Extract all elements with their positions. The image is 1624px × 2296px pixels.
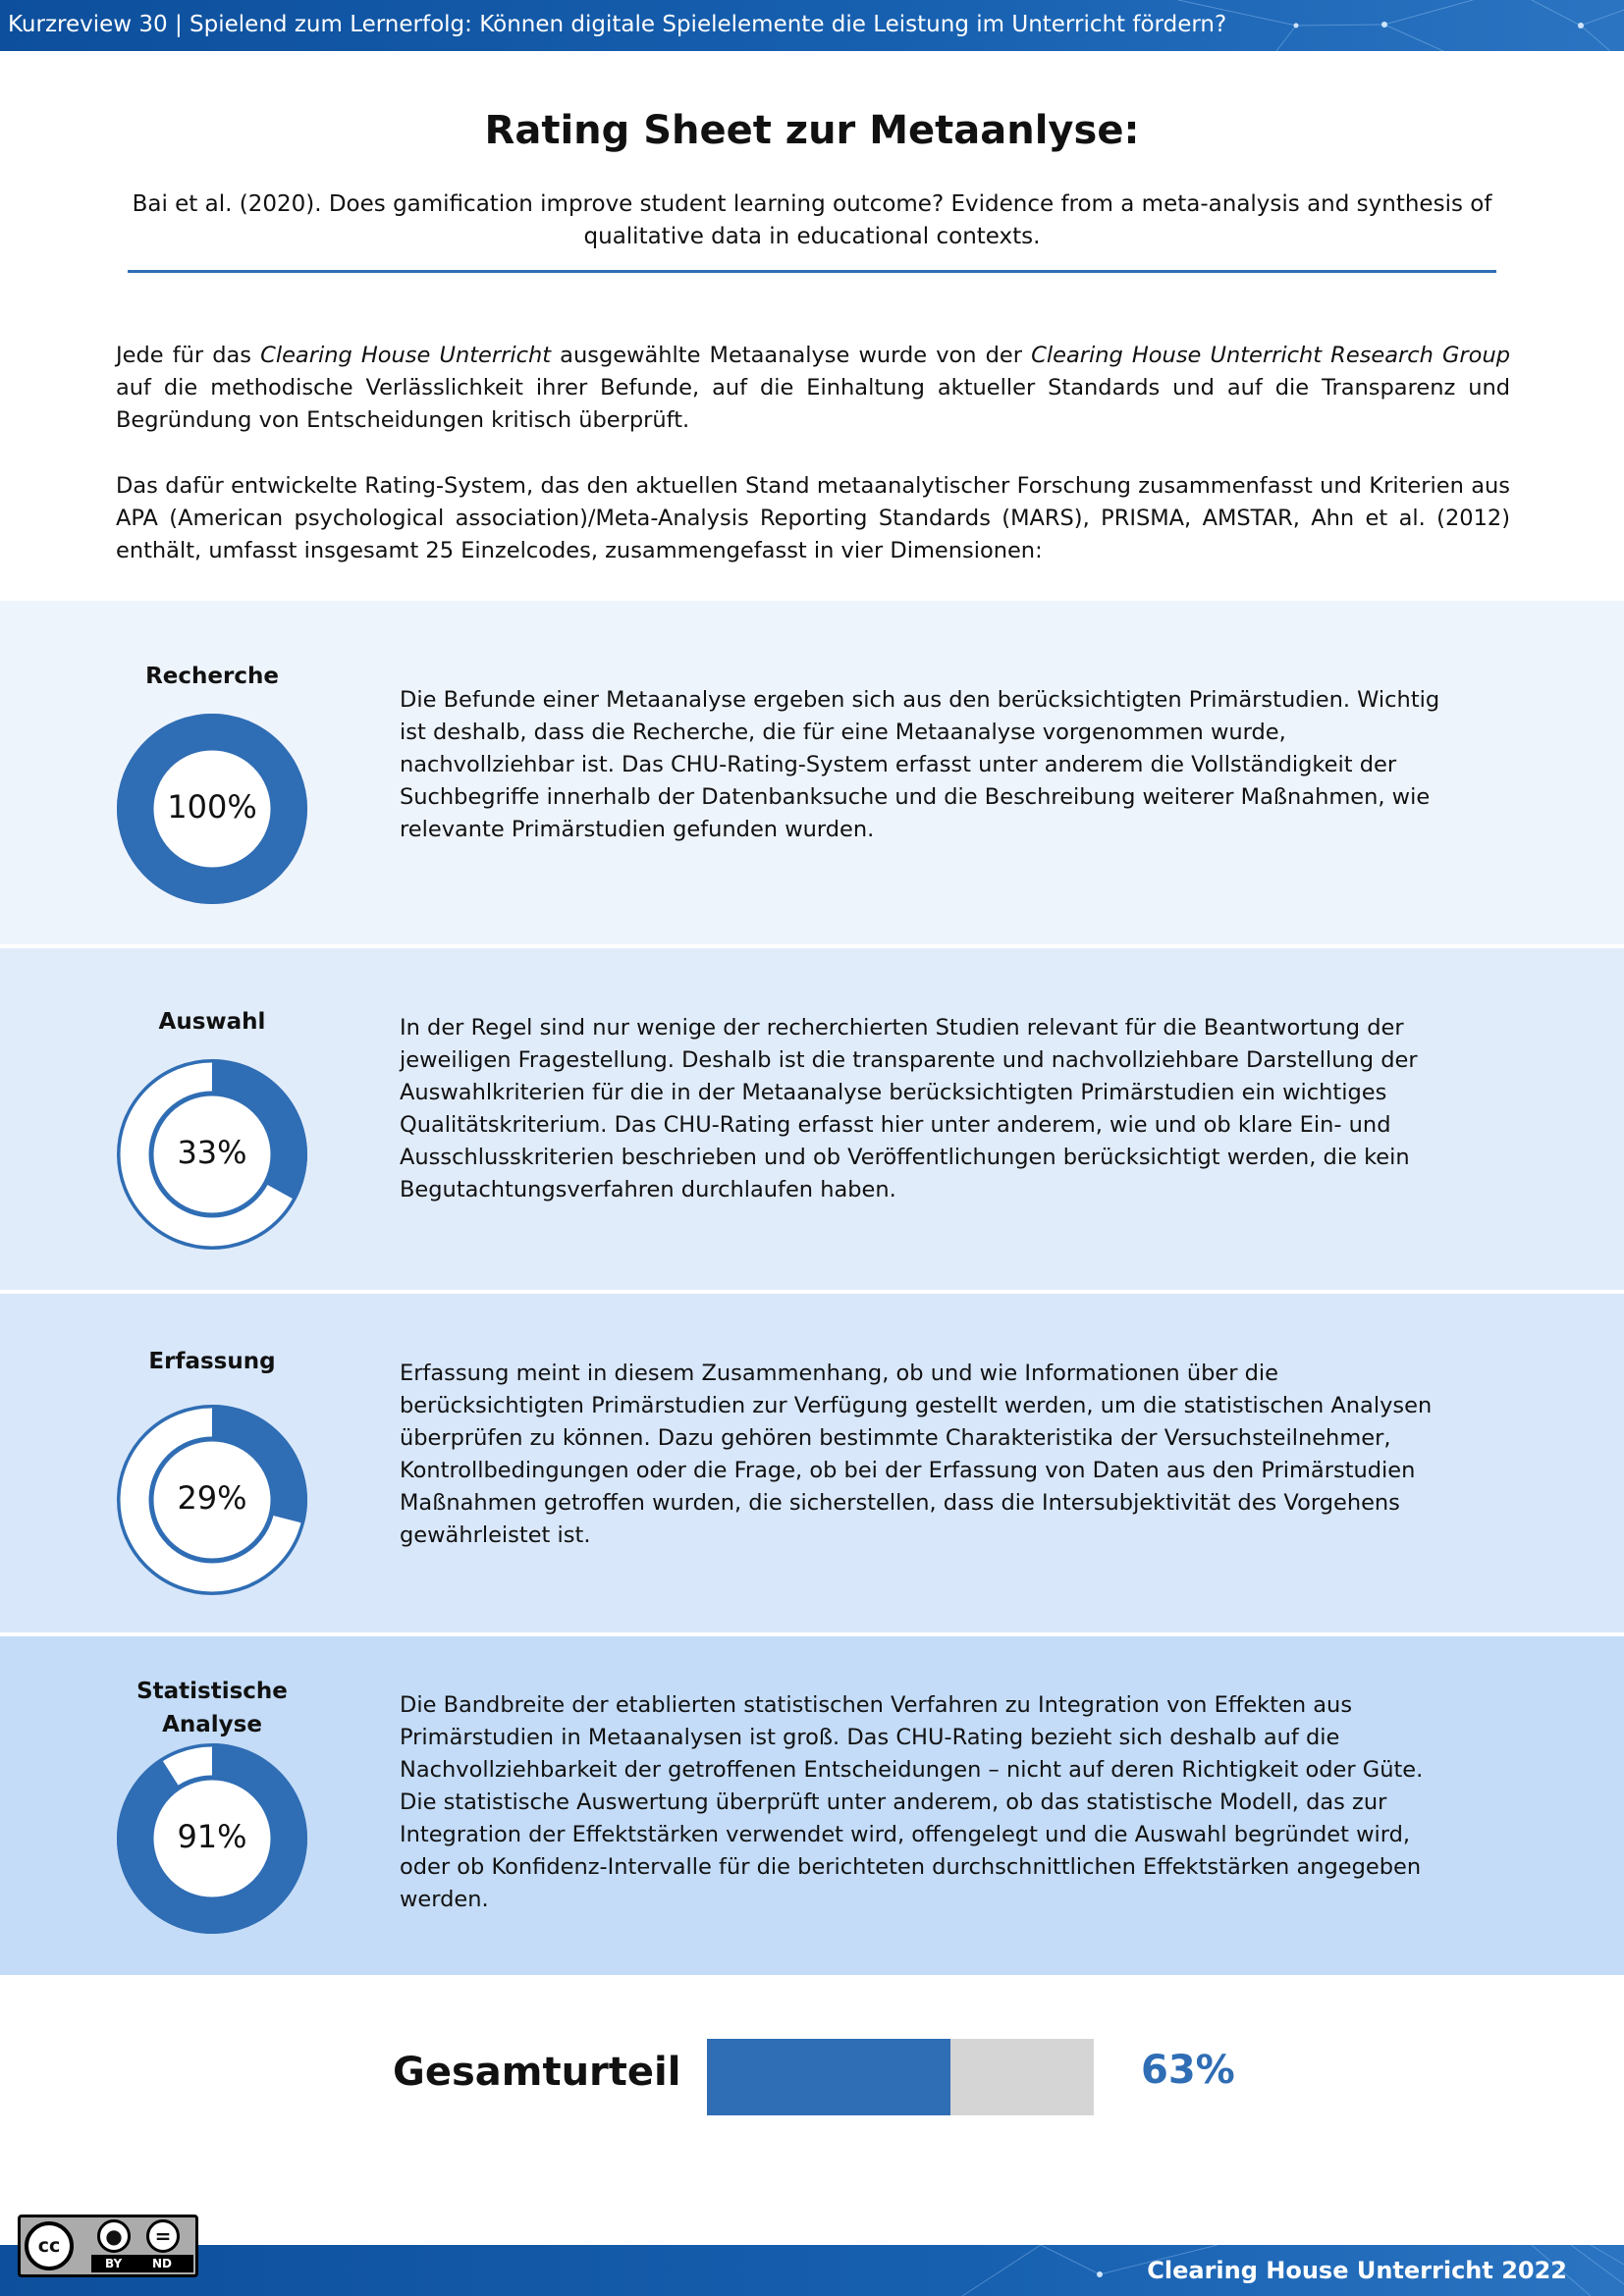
donut-percent-label: 91% — [177, 1818, 247, 1855]
header-title: Kurzreview 30 | Spielend zum Lernerfolg: Können digitale Spielelemente die Leistung im Unterricht fördern? — [8, 12, 1227, 37]
overall-label: Gesamturteil — [393, 2050, 681, 2095]
overall-progress-fill — [707, 2039, 950, 2115]
intro-text: auf die methodische Verlässlichkeit ihrer Befunde, auf die Einhaltung aktueller Standards und auf die Transparenz und Begründung von Entscheidungen kritisch überprüft. — [116, 375, 1510, 433]
footer-text: Clearing House Unterricht 2022 — [1147, 2257, 1567, 2284]
attribution-person-icon: ● — [97, 2219, 131, 2253]
donut-percent-label: 33% — [177, 1134, 247, 1171]
dimension-description: Erfassung meint in diesem Zusammenhang, ob und wie Informationen über die berücksichtigten Primärstudien zur Verfügung gestellt werden, um die statistischen Analysen überprüfen zu können. Dazu gehören bestimmte Charakteristika der Versuchsteilnehmer, Kontrollbedingungen oder die Frage, ob bei der Erfassung von Daten aus den Primärstudien Maßnahmen getroffen wurden, die sicherstellen, dass die Intersubjektivität des Vorgehens gewährleistet ist. — [400, 1361, 1433, 1548]
dimension-description: In der Regel sind nur wenige der recherchierten Studien relevant für die Beantwortung der jeweiligen Fragestellung. Deshalb ist die transparente und nachvollziehbare Darstellung der Auswahlkriterien für die in der Metaanalyse berücksichtigten Primärstudien ein wichtiges Qualitätskriterium. Das CHU-Rating erfasst hier unter anderem, wie und ob klare Ein- und Ausschlusskriterien beschrieben und ob Veröffentlichungen berücksichtigt werden, die kein Begutachtungsverfahren durchlaufen haben. — [400, 1015, 1418, 1202]
citation: Bai et al. (2020). Does gamification improve student learning outcome? Evidence from a meta-analysis and synthesis of qualitative data in educational contexts. — [132, 191, 1492, 249]
license-by-label: BY — [105, 2257, 123, 2270]
cc-license-badge[interactable] — [18, 2215, 198, 2277]
dimension-label: Recherche — [145, 664, 279, 689]
intro-text: Jede für das — [116, 343, 261, 368]
page-title: Rating Sheet zur Metaanlyse: — [484, 108, 1140, 153]
dimension-label: Auswahl — [158, 1009, 266, 1035]
overall-percent: 63% — [1141, 2048, 1235, 2093]
no-derivatives-icon: = — [146, 2219, 180, 2253]
license-nd-label: ND — [152, 2257, 173, 2270]
donut-percent-label: 29% — [177, 1479, 247, 1517]
intro-text: ausgewählte Metaanalyse wurde von der — [551, 343, 1032, 368]
intro-emphasis: Clearing House Unterricht Research Group — [1031, 343, 1510, 368]
dimension-auswahl — [0, 948, 1624, 1290]
overall-progress-bar — [707, 2039, 1094, 2115]
donut-percent-label: 100% — [167, 788, 257, 826]
footer-bar — [0, 2245, 1624, 2296]
dimension-statistische-analyse — [0, 1636, 1624, 1975]
dimension-description: Die Bandbreite der etablierten statistischen Verfahren zu Integration von Effekten aus Primärstudien in Metaanalysen ist groß. Das CHU-Rating bezieht sich deshalb auf die Nachvollziehbarkeit der getroffenen Entscheidungen – nicht auf deren Richtigkeit oder Güte. Die statistische Auswertung überprüft unter anderem, ob das statistische Modell, das zur Integration der Effektstärken verwendet wird, offengelegt und die Auswahl begründet wird, oder ob Konfidenz-Intervalle für die berichteten durchschnittlichen Effektstärken angegeben werden. — [400, 1692, 1424, 1912]
cc-logo-icon: cc — [25, 2221, 74, 2270]
intro-emphasis: Clearing House Unterricht — [260, 343, 552, 368]
dimension-erfassung — [0, 1294, 1624, 1632]
dimension-description: Die Befunde einer Metaanalyse ergeben sich aus den berücksichtigten Primärstudien. Wichtig ist deshalb, dass die Recherche, die für eine Metaanalyse vorgenommen wurde, nachvollziehbar ist. Das CHU-Rating-System erfasst unter anderem die Vollständigkeit der Suchbegriffe innerhalb der Datenbanksuche und die Beschreibung weiterer Maßnahmen, wie relevante Primärstudien gefunden wurden. — [400, 687, 1440, 842]
intro-paragraph-2: Das dafür entwickelte Rating-System, das den aktuellen Stand metaanalytischer Forschung zusammenfasst und Kriterien aus APA (American psychological association)/Meta-Analysis Reporting Standards (MARS), PRISMA, AMSTAR, Ahn et al. (2012) enthält, umfasst insgesamt 25 Einzelcodes, zusammengefasst in vier Dimensionen: — [116, 473, 1510, 563]
intro-paragraph-1 — [116, 340, 1510, 437]
header-bar — [0, 0, 1624, 51]
dimension-recherche — [0, 601, 1624, 944]
dimension-label: Statistische Analyse — [136, 1679, 288, 1737]
dimension-label: Erfassung — [148, 1349, 276, 1374]
title-divider — [128, 270, 1496, 273]
